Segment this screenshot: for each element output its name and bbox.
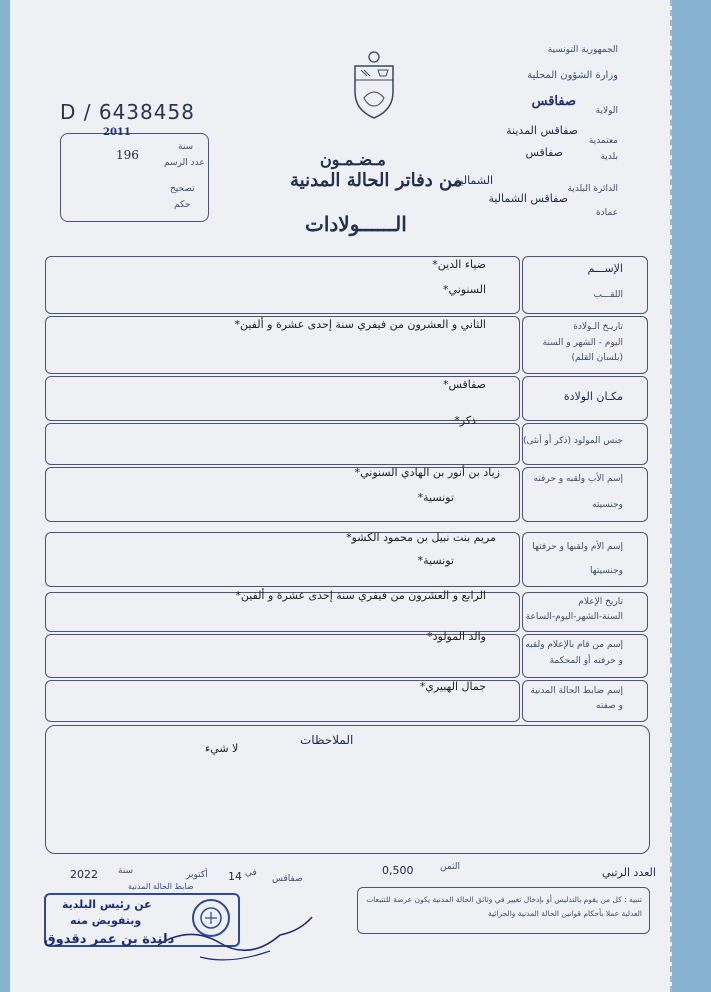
year-value: 2022 xyxy=(70,868,98,881)
order-number-label: العدد الرتبي xyxy=(602,866,656,879)
row-mother-value: مريم بنت نبيل بن محمود الكشو* xyxy=(346,531,496,544)
notes-label: الملاحظات xyxy=(300,733,354,747)
signature-title-2: وبتفويض منه xyxy=(70,914,142,927)
row-birthdate-sublabel: اليوم - الشهر و السنة xyxy=(542,338,623,348)
row-father-value: زياد بن أنور بن الهادي السنوني* xyxy=(354,466,500,479)
month-value: أكتوبر xyxy=(186,870,208,880)
delegation-label: معتمدية xyxy=(588,136,618,146)
district-label: الدائرة البلدية xyxy=(567,184,618,194)
handwritten-signature-icon xyxy=(150,905,320,975)
row-declarant-label: إسم من قام بالإعلام ولقبه xyxy=(525,640,623,650)
record-correction-label: تصحيح xyxy=(170,184,195,194)
row-sex-label: جنس المولود (ذكر أو أنثى) xyxy=(522,436,623,446)
row-father-sublabel: وجنسيته xyxy=(592,500,623,510)
row-birthdate-value: الثاني و العشرون من فيفري سنة إحدى عشرة و ألفين* xyxy=(234,318,486,331)
row-officer-sublabel: و صفته xyxy=(596,701,623,711)
warning-text: تنبيه : كل من يقوم بالتدليس أو بإدخال تغيير في وثائق الحالة المدنية يكون عرضة للتتبعات العدلية عملا بأحكام قوانين الحالة المدنية والجزائية xyxy=(366,895,642,918)
row-declaration-sublabel: السنة-الشهر-اليوم-الساعة xyxy=(525,612,623,622)
row-mother-nationality: تونسية* xyxy=(417,554,454,567)
row-declaration-label: تاريخ الإعلام xyxy=(578,597,623,607)
row-name-label: الإســـم xyxy=(587,262,623,275)
row-declarant-value: والد المولود* xyxy=(427,630,486,643)
row-surname-label: اللقـــب xyxy=(593,290,623,300)
day-prefix: في xyxy=(245,868,257,878)
wilaya-label: الولاية xyxy=(595,106,618,116)
document-title: مـضـمـون xyxy=(320,150,386,169)
section-title: الــــــولادات xyxy=(305,212,407,236)
row-surname-value: السنوني* xyxy=(443,283,486,296)
row-declaration-value: الرابع و العشرون من فيفري سنة إحدى عشرة و ألفين* xyxy=(235,589,486,602)
imada-value: صفاقس الشمالية xyxy=(488,192,568,205)
row-father-label: إسم الأب ولقبه و حرفته xyxy=(533,474,623,484)
republic-label: الجمهورية التونسية xyxy=(547,45,618,55)
stamp-top-label: ضابط الحالة المدنية xyxy=(128,882,194,891)
row-sex-value: ذكر* xyxy=(454,414,476,427)
record-judgment-label: حكم xyxy=(174,200,191,210)
row-mother-sublabel: وجنسيتها xyxy=(590,566,623,576)
ministry-label: وزارة الشؤون المحلية xyxy=(527,70,618,81)
place-label: صفاقس xyxy=(272,874,303,884)
year-prefix: سنة xyxy=(118,866,134,876)
delegation-value: صفاقس المدينة xyxy=(506,124,578,137)
municipality-label: بلدية xyxy=(600,152,618,162)
row-name-value: ضياء الدين* xyxy=(432,258,486,271)
row-name-label-box xyxy=(522,256,648,314)
row-sex-value-box xyxy=(45,423,520,465)
day-value: 14 xyxy=(228,870,242,883)
right-blue-border xyxy=(668,0,711,992)
serial-number: D / 6438458 xyxy=(60,100,195,124)
signature-name: دلندة بن عمر دقدوق xyxy=(44,932,175,947)
record-number-value: 196 xyxy=(116,148,139,162)
district-value: الشمالية xyxy=(454,174,493,187)
row-birthplace-label: مكـان الولادة xyxy=(563,390,623,403)
price-value: 0,500 xyxy=(382,864,414,877)
document-subtitle: من دفاتر الحالة المدنية xyxy=(290,170,463,191)
row-declarant-sublabel: و حرفته أو المحكمة xyxy=(549,656,623,666)
record-number-label: عدد الرسم xyxy=(164,158,205,168)
row-officer-value: جمال الهبيري* xyxy=(419,680,486,693)
record-year-value: 2011 xyxy=(103,127,131,138)
row-father-nationality: تونسية* xyxy=(417,491,454,504)
imada-label: عمادة xyxy=(595,208,618,218)
row-birthdate-note: (بلسان القلم) xyxy=(571,353,623,363)
row-mother-label-box xyxy=(522,532,648,587)
wilaya-value: صفاقس xyxy=(531,94,576,109)
row-birthplace-value: صفاقس* xyxy=(442,378,486,391)
row-officer-label: إسم ضابط الحالة المدنية xyxy=(530,686,623,696)
signature-title-1: عن رئيس البلدية xyxy=(62,898,152,911)
price-label: الثمن xyxy=(440,862,461,872)
row-mother-label: إسم الأم ولقبها و حرفتها xyxy=(532,542,623,552)
row-birthdate-label: تاريـخ الـولادة xyxy=(573,322,623,332)
tunisia-emblem-icon xyxy=(350,48,398,120)
notes-value: لا شيء xyxy=(205,742,239,755)
municipality-value: صفاقس xyxy=(525,146,563,159)
record-year-label: سنة xyxy=(178,142,194,152)
